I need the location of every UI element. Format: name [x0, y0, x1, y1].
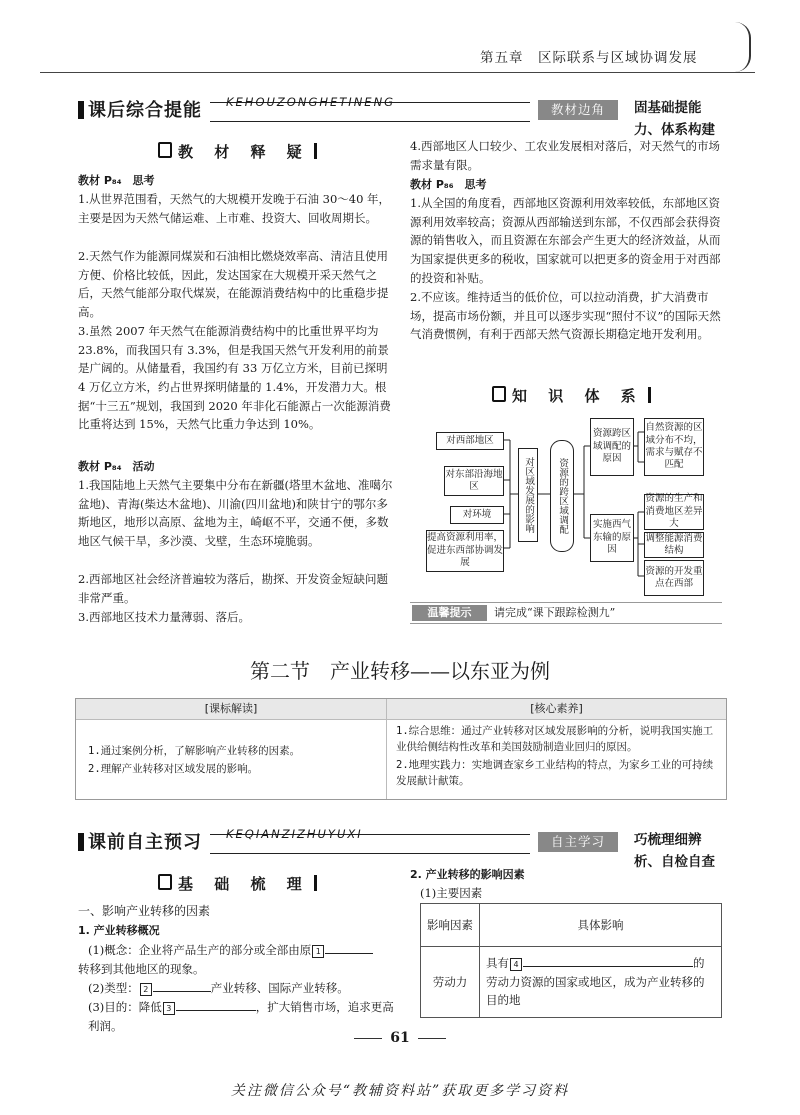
banner-mark: [78, 101, 84, 119]
concept-line: (1)概念：企业将产品生产的部分或全部由原 1: [88, 941, 394, 960]
p86-item-2: 2.不应该。维持适当的低价位，可以拉动消费，扩大消费市场，提高市场份额，并且可以逐步实现“照付不议”的国际天然气消费惯例，有利于西部天然气资源长期稳定地开发利用。: [410, 290, 721, 342]
diagram-right-2: 资源的生产和消费地区差异大: [645, 493, 703, 530]
diagram-center: 资源的跨区域调配: [550, 440, 574, 552]
blank-number-4: 4: [510, 958, 522, 971]
reminder-tip: [410, 602, 722, 624]
p84-activity-item-4: 4.西部地区人口较少、工农业发展相对落后，对天然气的市场需求量有限。: [410, 139, 720, 172]
diagram-right-1: 自然资源的区域分布不均，需求与赋存不匹配: [644, 418, 704, 476]
banner-rule: [210, 95, 530, 122]
table-effect-labor: 具有 4 的劳动力资源的国家或地区，成为产业转移的目的地: [480, 947, 722, 1018]
header-rule: [40, 72, 755, 73]
s2-title: 2. 产业转移的影响因素: [410, 868, 525, 881]
standards-right-head: [核心素养]: [387, 699, 726, 720]
banner-right: 巧梳理细辨析、自检自查: [634, 832, 715, 870]
diagram-right-4: 资源的开发重点在西部: [644, 560, 704, 596]
table-head-effect: 具体影响: [480, 904, 722, 947]
book-icon: [158, 874, 172, 890]
standards-left-head: [课标解读]: [76, 699, 386, 720]
factor-table: [420, 903, 722, 1018]
banner-pinyin: KEHOUZONGHETINENG: [226, 95, 396, 109]
p84-think-item-3: 3.虽然 2007 年天然气在能源消费结构中的比重世界平均为 23.8%，而我国只有 3.3%，但是我国天然气开发利用的前景是广阔的。从储量看，我国约有 33 万亿立方米，目前已探明 4 万亿立方米，约占世界探明储量的 1.4%，开发潜力大。根据“十三五”规划，我国到 2020 年非化石能源占一次能源消费比重将达到 15%，天然气比重力争达到 10%。: [78, 324, 391, 432]
knowledge-heading: 知 识 体 系: [492, 384, 651, 408]
basics-heading: 基 础 梳 理: [158, 872, 317, 896]
banner-after-class: [78, 95, 726, 138]
concept-line-2: 转移到其他地区的现象。: [78, 962, 205, 976]
heading-bar: [648, 387, 651, 403]
book-icon: [492, 386, 506, 402]
standards-right-2: 2.地理实践力：实地调查家乡工业结构的特点，为家乡工业的可持续发展献计献策。: [396, 759, 714, 788]
heading-bar: [314, 875, 317, 891]
standards-box: [75, 698, 727, 800]
banner-tag: 教材边角: [538, 100, 618, 120]
knowledge-diagram: [422, 418, 722, 598]
blank-1[interactable]: [325, 953, 373, 954]
s2-sub: (1)主要因素: [420, 886, 483, 900]
banner-title: 课前自主预习: [88, 832, 202, 853]
diagram-right-3: 调整能源消费结构: [645, 532, 703, 556]
blank-number-3: 3: [163, 1002, 175, 1015]
p84-activity-item-3: 3.西部地区技术力量薄弱、落后。: [78, 610, 250, 624]
p86-label: 教材 P₈₆ 思考: [410, 178, 487, 191]
type-line: (2)类型： 2 产业转移、国际产业转移。: [88, 981, 349, 995]
banner-rule: [210, 827, 530, 854]
blank-4[interactable]: [523, 966, 693, 967]
blank-3[interactable]: [176, 1010, 256, 1011]
blank-number-1: 1: [312, 945, 324, 958]
p86-item-1: 1.从全国的角度看，西部地区资源利用效率较低，东部地区资源利用效率较高；资源从西部输送到东部，不仅西部会获得资源的销售收入，而且资源在东部会产生更大的经济效益，从而为国家提供更多的税收，国家就可以把更多的资金用于对西部的投资和补贴。: [410, 196, 721, 285]
purpose-line: (3)目的：降低 3 ，扩大销售市场，追求更高利润。: [88, 1000, 394, 1033]
heading-bar: [314, 143, 317, 159]
table-row: [421, 947, 722, 1018]
banner-tag: 自主学习: [538, 832, 618, 852]
diagram-left-east: 对东部沿海地区: [444, 466, 504, 496]
p84-activity-label: 教材 P₈₄ 活动: [78, 460, 155, 473]
diagram-left-coordinate: 提高资源利用率，促进东西部协调发展: [426, 530, 504, 572]
banner-right: 固基础提能力、体系构建: [634, 100, 715, 138]
standards-divider: [386, 699, 387, 799]
p84-activity-item-1: 1.我国陆地上天然气主要集中分布在新疆(塔里木盆地、准噶尔盆地)、青海(柴达木盆地)、川渝(四川盆地)和陕甘宁的鄂尔多斯地区，地形以高原、盆地为主，崎岖不平，交通不便，多数地区气候干旱，多沙漠、戈壁，生态环境脆弱。: [78, 478, 393, 548]
tip-label: 温馨提示: [412, 605, 487, 621]
table-row: [421, 904, 722, 947]
diagram-lower-reason: 实施西气东输的原因: [590, 514, 634, 562]
table-head-factor: 影响因素: [421, 904, 480, 947]
table-factor-labor: 劳动力: [421, 947, 480, 1018]
part1-title: 一、影响产业转移的因素: [78, 904, 211, 918]
page-curl-decoration: [735, 22, 751, 72]
book-icon: [158, 142, 172, 158]
p84-activity-item-2: 2.西部地区社会经济普遍较为落后，勘探、开发资金短缺问题非常严重。: [78, 572, 388, 605]
banner-title: 课后综合提能: [88, 100, 202, 121]
banner-mark: [78, 833, 84, 851]
p84-think-label: 教材 P₈₄ 思考: [78, 174, 155, 187]
diagram-left-environment: 对环境: [450, 506, 504, 524]
standards-right-1: 1.综合思维：通过产业转移对区域发展影响的分析，说明我国实施工业供给侧结构性改革和美国鼓励制造业回归的原因。: [396, 725, 714, 754]
tip-text: 请完成“课下跟踪检测九”: [494, 606, 616, 619]
diagram-left-west: 对西部地区: [436, 432, 504, 450]
jiaocai-heading: 教 材 释 疑: [158, 140, 317, 164]
banner-pinyin: KEQIANZIZHUYUXI: [226, 827, 363, 841]
blank-number-2: 2: [140, 983, 152, 996]
footer-note: 关注微信公众号“教辅资料站”获取更多学习资料: [230, 1083, 570, 1099]
chapter-header: 第五章 区际联系与区域协调发展: [480, 50, 698, 66]
blank-2[interactable]: [153, 991, 211, 992]
standards-left-2: 2.理解产业转移对区域发展的影响。: [88, 763, 259, 775]
standards-left-1: 1.通过案例分析，了解影响产业转移的因素。: [88, 745, 301, 757]
p84-think-item-1: 1.从世界范围看，天然气的大规模开发晚于石油 30～40 年，主要是因为天然气储运难、上市难、投资大、回收周期长。: [78, 192, 391, 225]
page-number: 61: [0, 1027, 800, 1050]
section-title: 第二节 产业转移——以东亚为例: [250, 659, 550, 683]
diagram-impact: 对区域发展的影响: [518, 448, 538, 542]
p84-think-item-2: 2.天然气作为能源同煤炭和石油相比燃烧效率高、清洁且使用方便、价格比较低，因此，发达国家在大规模开采天然气之后，天然气能部分取代煤炭，在能源消费结构中的比重稳步提高。: [78, 249, 389, 319]
diagram-upper-reason: 资源跨区域调配的原因: [590, 418, 634, 476]
s1-title: 1. 产业转移概况: [78, 924, 160, 937]
banner-before-class: [78, 827, 726, 870]
